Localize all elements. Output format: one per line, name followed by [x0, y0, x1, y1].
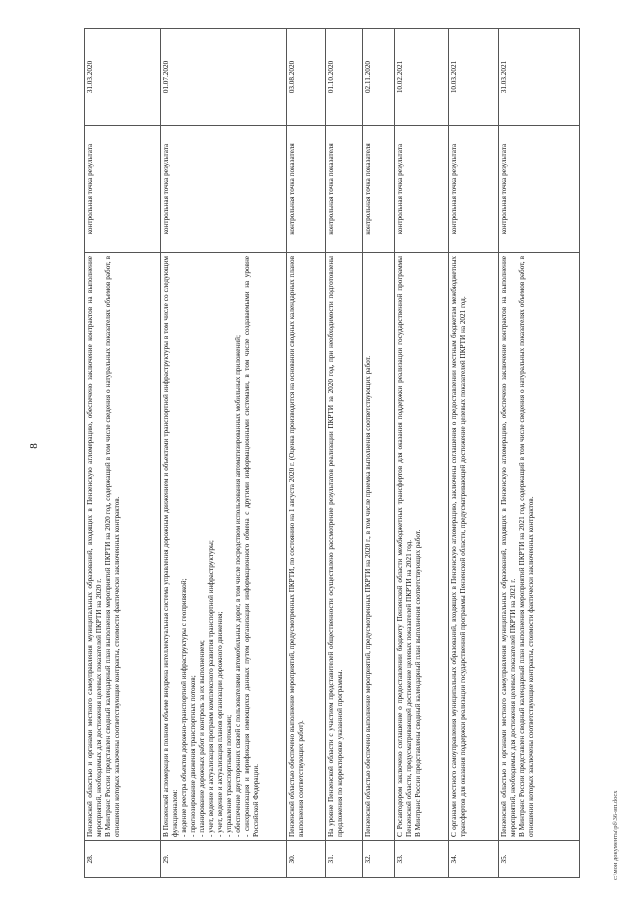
control-point-type: контрольная точка результата	[161, 126, 287, 253]
control-point-type: контрольная точка результата	[498, 126, 579, 253]
description-line: Пензенской областью и органами местного самоуправления муниципальных образований, входящих в Пензенскую агломерацию, обеспечено заключение контрактов на выполнение мероприятий, необходимых для достижения целевых показателей ПКРТИ на 2020 г.	[86, 256, 103, 837]
control-point-type: контрольная точка результата	[395, 126, 449, 253]
control-point-date: 10.02.2021	[395, 29, 449, 126]
control-point-type: контрольная точка показателя	[363, 126, 395, 253]
description-line: На уровне Пензенской области с участием представителей общественности осуществлено рассмотрение результатов реализации ПКРТИ за 2020 год, при необходимости подготовлены предложения по корректировке указанной программы.	[327, 256, 345, 837]
row-description	[498, 253, 579, 841]
control-point-date: 10.03.2021	[449, 29, 498, 126]
control-point-type: контрольная точка результата	[85, 126, 161, 253]
row-number: 28.	[85, 841, 161, 878]
table-row	[449, 29, 498, 878]
description-line: В Минтранс России представлен сводный календарный план выполнения мероприятий ПКРТИ на 2020 год, содержащий в том числе сведения о натуральных показателях объемов работ, в отношении которых заключены соответствующие контракты, стоимости фактически заключенных контрактов.	[104, 256, 121, 837]
control-point-date: 03.08.2020	[286, 29, 325, 126]
description-line: В Минтранс России представлены сводный календарный план выполнения соответствующих работ.	[414, 529, 423, 837]
description-line: - учет, ведение и актуализация программ комплексного развития транспортной инфраструктуры;	[207, 540, 216, 837]
description-line: - обеспечение двусторонних связей с пользователями автомобильных дорог, в том числе посредством использования автоматизированных мобильных приложений;	[234, 335, 243, 837]
row-number: 34.	[449, 841, 498, 878]
row-description	[363, 253, 395, 841]
control-point-date: 02.11.2020	[363, 29, 395, 126]
row-number: 32.	[363, 841, 395, 878]
page-number: 8	[28, 443, 40, 449]
description-line: Пензенской областью и органами местного самоуправления муниципальных образований, входящих в Пензенскую агломерацию, обеспечено заключение контрактов на выполнение мероприятий, необходимых для достижения целевых показателей ПКРТИ на 2021 г.	[499, 256, 517, 837]
table-row	[363, 29, 395, 878]
row-description	[449, 253, 498, 841]
table-row	[498, 29, 579, 878]
description-line: - учет, ведение и актуализация планов организации дорожного движения;	[216, 611, 225, 837]
table-row	[326, 29, 363, 878]
control-point-type: контрольная точка показателя	[326, 126, 363, 253]
footer-file-path: c:\мои документы\рб\36-ип.docx	[612, 790, 619, 880]
row-description	[85, 253, 161, 841]
control-point-date: 01.07.2020	[161, 29, 287, 126]
table-row	[286, 29, 325, 878]
description-line: В Пензенской агломерации в полном объеме внедрена интеллектуальная система управления дорожным движением и объектами транспортной инфраструктуры в том числе со следующим функционалом:	[162, 256, 180, 837]
description-line: В Минтранс России представлен сводный календарный план выполнения мероприятий ПКРТИ на 2021 год, содержащий в том числе сведения о натуральных показателях объемов работ, в отношении которых заключены соответствующие контракты, стоимости фактически заключенных контрактов.	[517, 256, 535, 837]
row-number: 33.	[395, 841, 449, 878]
row-description	[395, 253, 449, 841]
table-row	[85, 29, 161, 878]
description-line: - планирование дорожных работ и контроль за их выполнением;	[198, 640, 207, 837]
table-row	[161, 29, 287, 878]
row-number: 29.	[161, 841, 287, 878]
control-points-table	[84, 28, 580, 878]
control-point-date: 31.03.2021	[498, 29, 579, 126]
rotated-table-container	[84, 33, 580, 878]
description-line: - синхронизация и верификация имеющихся данных путем организации информационного обмена с другими информационными системами, в том числе создаваемыми на уровне Российской Федерации.	[243, 256, 261, 837]
row-number: 31.	[326, 841, 363, 878]
description-line: - прогнозирование движения транспортных потоков;	[189, 675, 198, 837]
description-line: - управление транспортными потоками;	[225, 714, 234, 837]
description-line: Пензенской областью обеспечено выполнение мероприятий, предусмотренных ПКРТИ, по состоянию на 1 августа 2020 г. (Оценка производится на основании сводных календарных планов выполнения соответствующих работ).	[287, 256, 305, 837]
control-point-date: 31.03.2020	[85, 29, 161, 126]
row-description	[161, 253, 287, 841]
control-point-type: контрольная точка результата	[449, 126, 498, 253]
row-description	[286, 253, 325, 841]
control-point-type: контрольная точка показателя	[286, 126, 325, 253]
description-line: Пензенской областью обеспечено выполнение мероприятий, предусмотренных ПКРТИ на 2020 г., в том числе приемка выполнения соответствующих работ.	[364, 355, 373, 837]
table-row	[395, 29, 449, 878]
row-number: 30.	[286, 841, 325, 878]
row-number: 35.	[498, 841, 579, 878]
description-line: С органами местного самоуправления муниципальных образований, входящих в Пензенскую агломерацию, заключены соглашения о предоставлении местным бюджетам межбюджетных трансфертов для оказания поддержки реализации государственной программы Пензенской области, предусматривающей достижение целевых показателей ПКРТИ на 2021 год.	[450, 256, 468, 837]
description-line: С Росавтодором заключено соглашение о предоставлении бюджету Пензенской области межбюджетных трансфертов для оказания поддержки реализации государственной программы Пензенской области, предусматривающей достижение целевых показателей ПКРТИ на 2021 год.	[396, 256, 414, 837]
control-point-date: 01.10.2020	[326, 29, 363, 126]
row-description	[326, 253, 363, 841]
description-line: - ведение реестра объектов дорожно-транспортной инфраструктуры с геопривязкой;	[180, 578, 189, 837]
